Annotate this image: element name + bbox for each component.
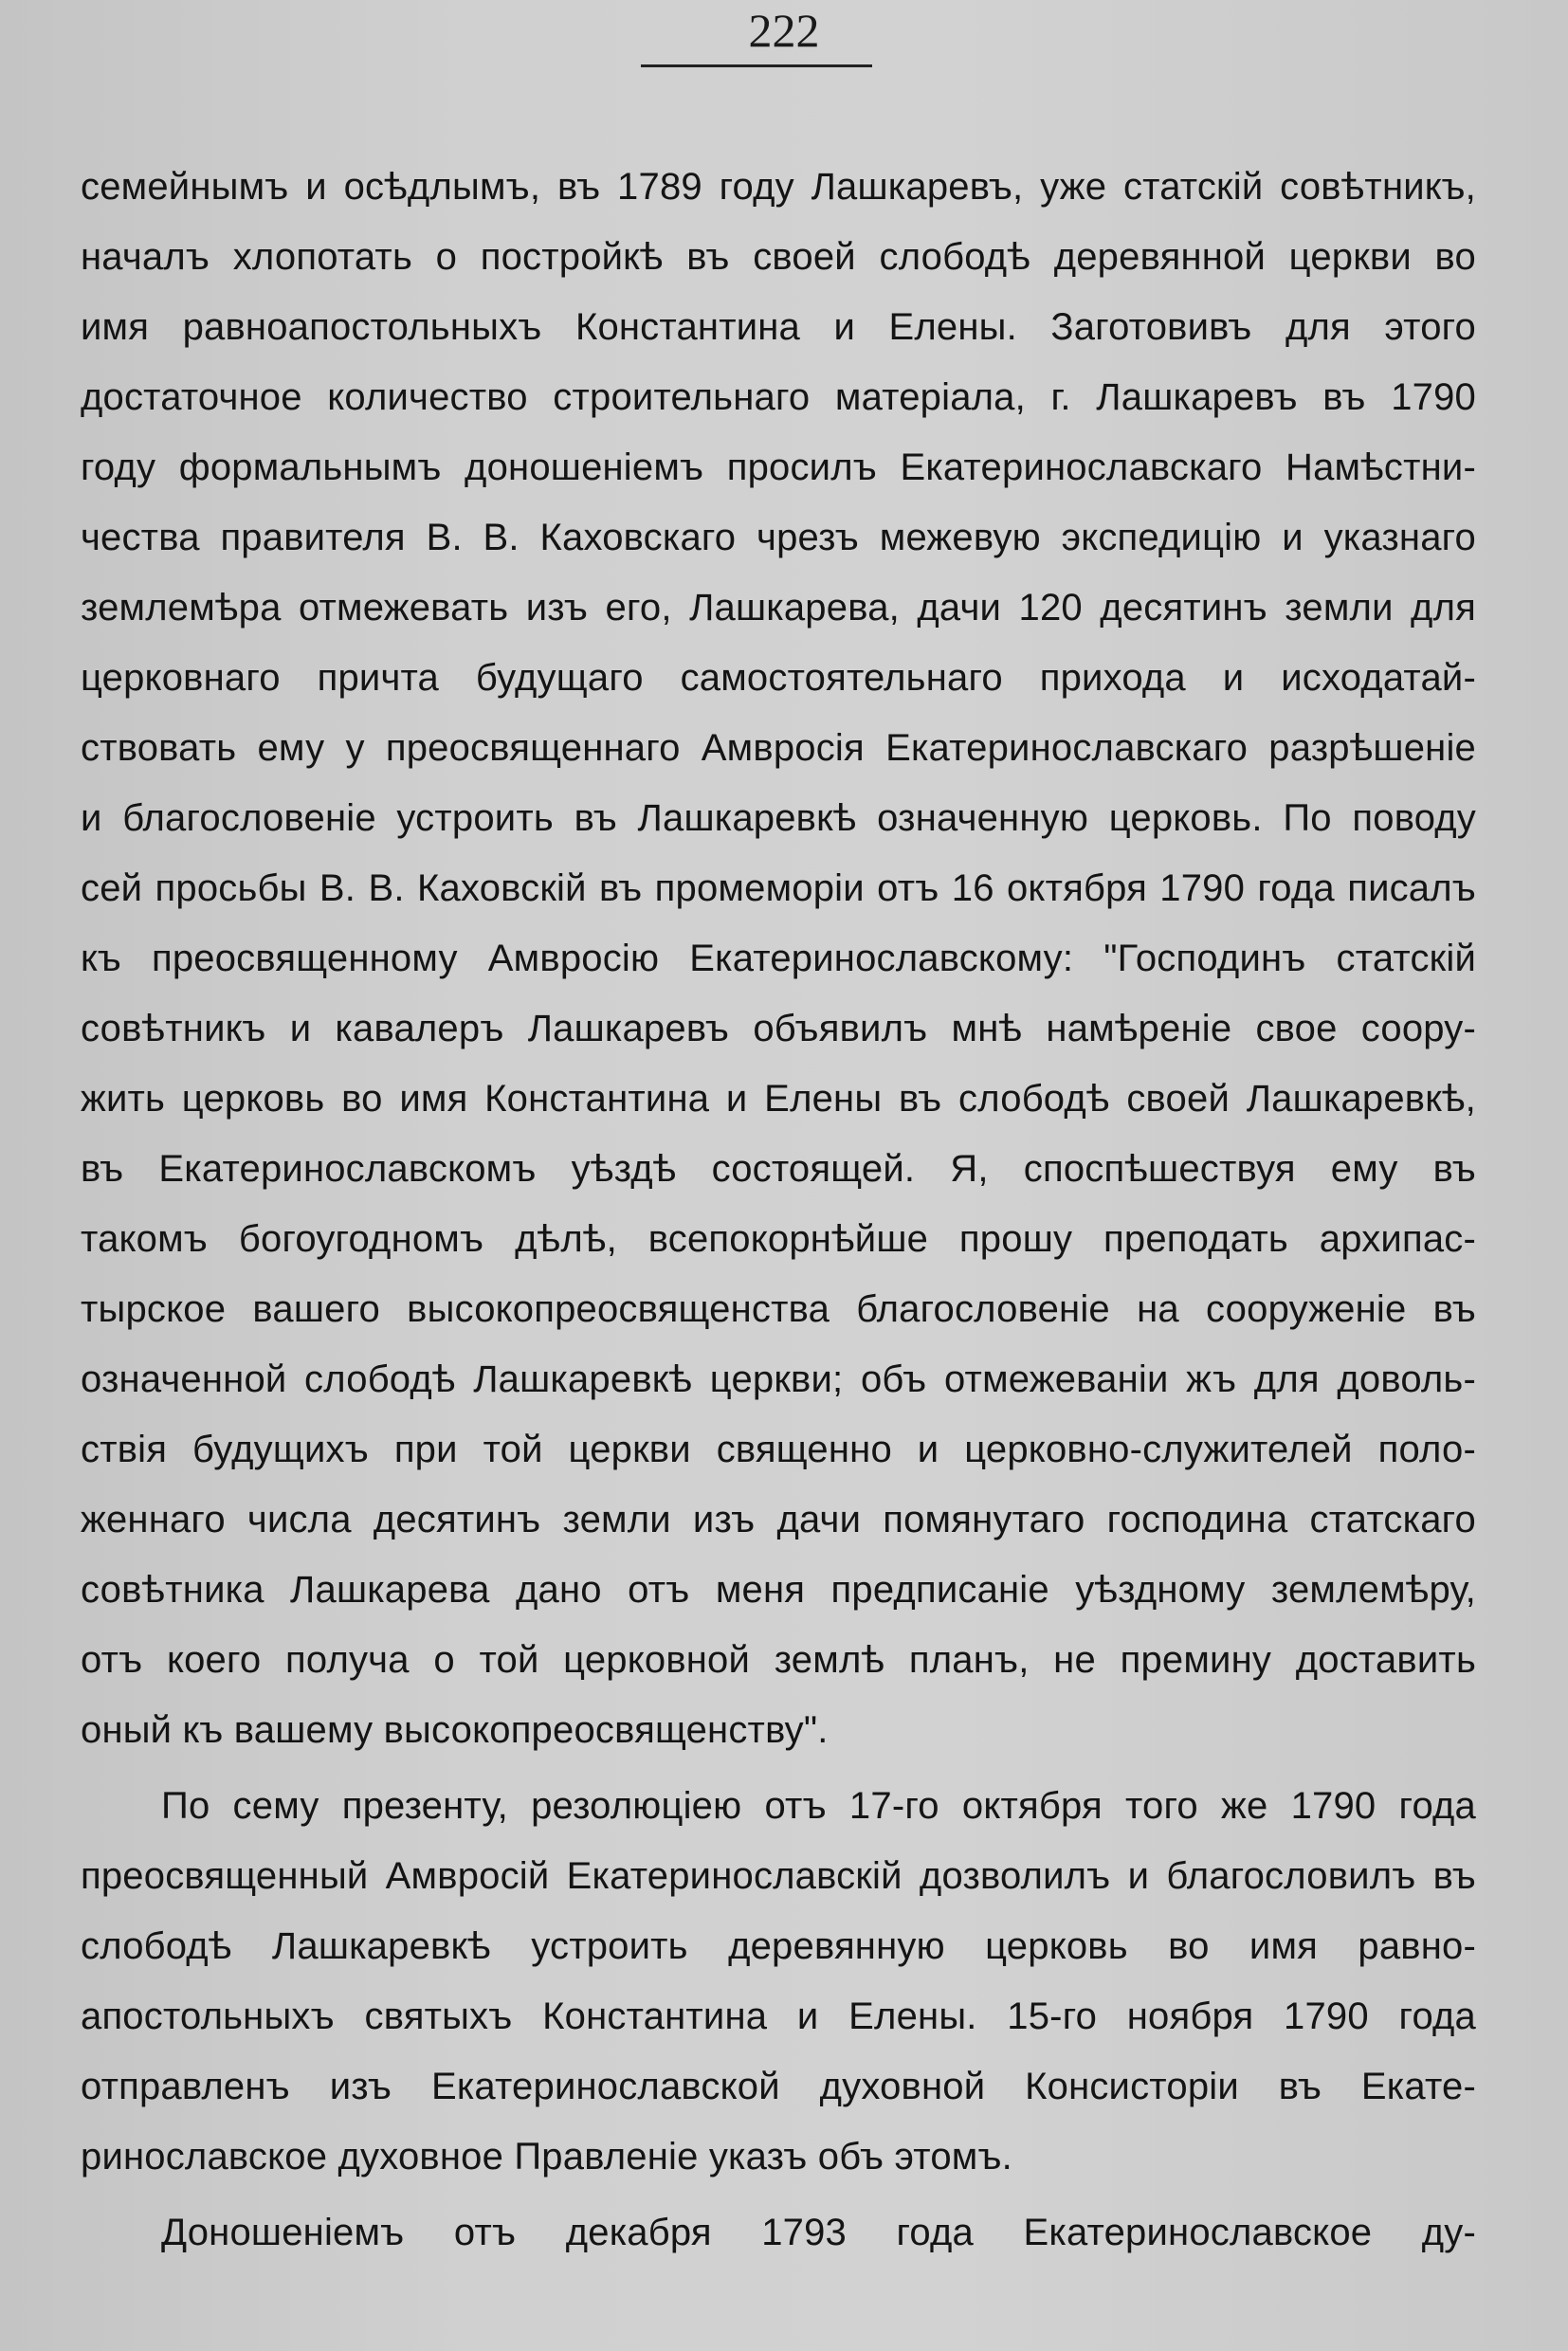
text-line: семейнымъ и осѣдлымъ, въ 1789 году Лашкаревъ, уже статскій совѣтникъ, — [81, 166, 1476, 208]
text-line: слободѣ Лашкаревкѣ устроить деревянную церковь во имя равно- — [81, 1925, 1476, 1967]
text-line: оный къ вашему высокопреосвященству". — [81, 1709, 829, 1751]
text-line: тырское вашего высокопреосвященства благословеніе на сооруженіе въ — [81, 1288, 1476, 1330]
text-line: къ преосвященному Амвросію Екатеринославскому: "Господинъ статскій — [81, 938, 1476, 979]
text-line: означенной слободѣ Лашкаревкѣ церкви; объ отмежеваніи жъ для доволь- — [81, 1358, 1476, 1400]
text-line: отъ коего получа о той церковной землѣ планъ, не премину доставить — [81, 1639, 1476, 1681]
header-rule — [641, 64, 872, 67]
text-line: достаточное количество строительнаго матеріала, г. Лашкаревъ въ 1790 — [81, 376, 1476, 418]
text-line: По сему презенту, резолюціею отъ 17-го октября того же 1790 года — [161, 1785, 1476, 1827]
text-line: имя равноапостольныхъ Константина и Елены. Заготовивъ для этого — [81, 306, 1476, 348]
text-line: въ Екатеринославскомъ уѣздѣ состоящей. Я, споспѣшествуя ему въ — [81, 1148, 1476, 1190]
text-line: апостольныхъ святыхъ Константина и Елены. 15-го ноября 1790 года — [81, 1996, 1476, 2037]
page-number: 222 — [748, 4, 820, 57]
text-line: ствовать ему у преосвященнаго Амвросія Екатеринославскаго разрѣшеніе — [81, 727, 1476, 769]
text-line: совѣтника Лашкарева дано отъ меня предписаніе уѣздному землемѣру, — [81, 1569, 1476, 1611]
body-text — [81, 152, 1476, 2268]
text-line: началъ хлопотать о постройкѣ въ своей слободѣ деревянной церкви во — [81, 236, 1476, 278]
text-line: жить церковь во имя Константина и Елены въ слободѣ своей Лашкаревкѣ, — [81, 1078, 1476, 1120]
text-line: сей просьбы В. В. Каховскій въ промеморіи отъ 16 октября 1790 года писалъ — [81, 867, 1476, 909]
text-line: году формальнымъ доношеніемъ просилъ Екатеринославскаго Намѣстни- — [81, 447, 1476, 488]
text-line: церковнаго причта будущаго самостоятельнаго прихода и исходатай- — [81, 657, 1476, 699]
text-line: Доношеніемъ отъ декабря 1793 года Екатеринославское ду- — [161, 2212, 1476, 2253]
text-line: и благословеніе устроить въ Лашкаревкѣ означенную церковь. По поводу — [81, 797, 1476, 839]
text-line: чества правителя В. В. Каховскаго чрезъ межевую экспедицію и указнаго — [81, 517, 1476, 558]
text-line: преосвященный Амвросій Екатеринославскій дозволилъ и благословилъ въ — [81, 1855, 1476, 1897]
text-line: отправленъ изъ Екатеринославской духовной Консисторіи въ Екате- — [81, 2066, 1476, 2107]
text-line: ринославское духовное Правленіе указъ объ этомъ. — [81, 2136, 1012, 2178]
text-line: землемѣра отмежевать изъ его, Лашкарева, дачи 120 десятинъ земли для — [81, 587, 1476, 629]
text-line: совѣтникъ и кавалеръ Лашкаревъ объявилъ мнѣ намѣреніе свое соору- — [81, 1008, 1476, 1049]
text-line: ствія будущихъ при той церкви священно и церковно-служителей поло- — [81, 1429, 1476, 1470]
text-line: такомъ богоугодномъ дѣлѣ, всепокорнѣйше прошу преподать архипас- — [81, 1218, 1476, 1260]
text-line: женнаго числа десятинъ земли изъ дачи помянутаго господина статскаго — [81, 1499, 1476, 1540]
